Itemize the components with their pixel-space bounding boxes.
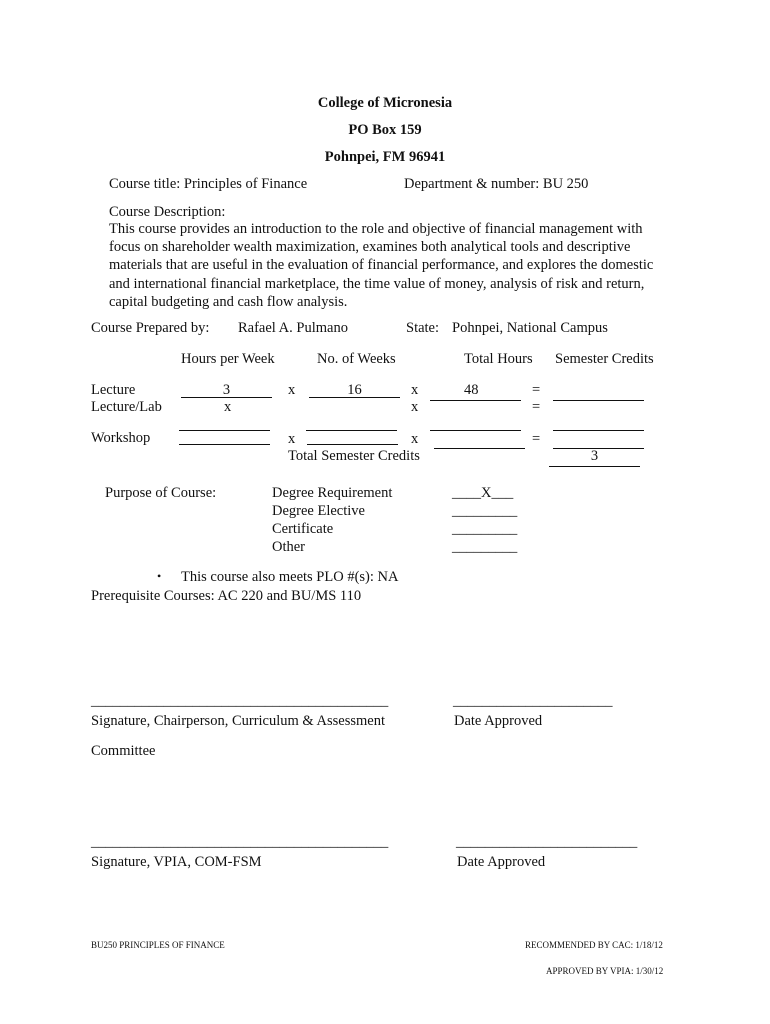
state-value: Pohnpei, National Campus xyxy=(452,320,608,336)
header-no-weeks: No. of Weeks xyxy=(317,351,396,367)
workshop-weeks-line xyxy=(307,444,398,445)
prepared-by-name: Rafael A. Pulmano xyxy=(238,320,348,336)
lecture-weeks: 16 xyxy=(347,382,362,398)
blank-line xyxy=(553,430,644,431)
total-credits-line xyxy=(549,466,640,467)
vpia-date-line: _________________________ xyxy=(456,834,638,850)
lecture-lab-equals: = xyxy=(532,399,541,415)
lecture-total: 48 xyxy=(464,382,479,398)
footer-approved: APPROVED BY VPIA: 1/30/12 xyxy=(546,966,664,976)
blank-line xyxy=(179,430,270,431)
total-credits-label: Total Semester Credits xyxy=(288,448,420,464)
chair-signature-label: Signature, Chairperson, Curriculum & Assessment xyxy=(91,713,385,729)
plo-text: This course also meets PLO #(s): NA xyxy=(181,569,399,585)
lecture-total-line xyxy=(430,400,521,401)
course-description-heading: Course Description: xyxy=(109,204,226,220)
lecture-credits-line xyxy=(553,400,644,401)
chair-date-line: ______________________ xyxy=(453,693,613,709)
row-lecture-label: Lecture xyxy=(91,382,136,398)
lecture-lab-mult-2: x xyxy=(411,399,419,415)
po-box: PO Box 159 xyxy=(348,122,422,138)
course-title: Course title: Principles of Finance xyxy=(109,176,308,192)
chair-date-label: Date Approved xyxy=(454,713,543,729)
footer-recommended: RECOMMENDED BY CAC: 1/18/12 xyxy=(525,940,663,950)
blank-line xyxy=(430,430,521,431)
purpose-degree-requirement-mark: ____X___ xyxy=(452,485,514,501)
purpose-degree-elective-blank: _________ xyxy=(452,503,518,519)
purpose-option-certificate: Certificate xyxy=(272,521,334,537)
chair-signature-line: _________________________________________ xyxy=(91,693,389,709)
state-label: State: xyxy=(406,320,440,336)
row-workshop-label: Workshop xyxy=(91,430,151,446)
vpia-signature-line: _________________________________________ xyxy=(91,834,389,850)
lecture-mult-1: x xyxy=(288,382,296,398)
header-total-hours: Total Hours xyxy=(464,351,533,367)
workshop-mult-1: x xyxy=(288,431,296,447)
header-semester-credits: Semester Credits xyxy=(555,351,654,367)
prepared-by-label: Course Prepared by: xyxy=(91,320,210,336)
course-description-text: This course provides an introduction to the role and objective of financial management with focus on shareholder wealth maximization, examines both analytical tools and descriptive materials that are useful in the evaluation of financial performance, and explores the domestic and international financial marketplace, the time value of money, analysis of risk and return, capital budgeting and cash flow analysis. xyxy=(109,221,654,310)
vpia-signature-label: Signature, VPIA, COM-FSM xyxy=(91,854,262,870)
lecture-equals: = xyxy=(532,382,541,398)
lecture-mult-2: x xyxy=(411,382,419,398)
lecture-lab-mult-1: x xyxy=(224,399,232,415)
lecture-hours-line xyxy=(181,397,272,398)
location: Pohnpei, FM 96941 xyxy=(324,149,446,165)
bullet-icon: • xyxy=(157,569,162,583)
college-name: College of Micronesia xyxy=(317,95,453,111)
total-credits-value: 3 xyxy=(590,448,599,464)
prerequisite-courses: Prerequisite Courses: AC 220 and BU/MS 110 xyxy=(91,588,362,604)
purpose-option-other: Other xyxy=(272,539,306,555)
lecture-weeks-line xyxy=(309,397,400,398)
vpia-date-label: Date Approved xyxy=(457,854,546,870)
row-lecture-lab-label: Lecture/Lab xyxy=(91,399,162,415)
workshop-hours-line xyxy=(179,444,270,445)
workshop-equals: = xyxy=(532,431,541,447)
purpose-certificate-blank: _________ xyxy=(452,521,518,537)
purpose-label: Purpose of Course: xyxy=(105,485,217,501)
purpose-option-degree-requirement: Degree Requirement xyxy=(272,485,393,501)
purpose-other-blank: _________ xyxy=(452,539,518,555)
lecture-hours: 3 xyxy=(222,382,231,398)
purpose-option-degree-elective: Degree Elective xyxy=(272,503,365,519)
header-hours-per-week: Hours per Week xyxy=(181,351,275,367)
department-number: Department & number: BU 250 xyxy=(404,176,589,192)
workshop-total-line xyxy=(434,448,525,449)
chair-signature-label-committee: Committee xyxy=(91,743,156,759)
footer-course: BU250 PRINCIPLES OF FINANCE xyxy=(91,940,225,950)
blank-line xyxy=(306,430,397,431)
workshop-mult-2: x xyxy=(411,431,419,447)
